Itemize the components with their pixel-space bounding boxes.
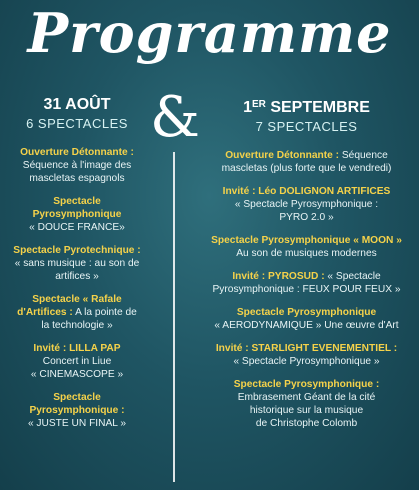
event-desc: « sans musique : au son de	[14, 258, 140, 269]
event-list	[198, 149, 415, 430]
event-item	[198, 270, 415, 296]
event-item	[198, 342, 415, 368]
event-title: Spectacle « Rafale	[32, 294, 122, 305]
show-count: 6 SPECTACLES	[26, 116, 128, 131]
event-desc: « Spectacle Pyrosymphonique :	[234, 199, 379, 210]
ampersand: &	[150, 85, 200, 150]
event-item	[4, 391, 150, 430]
event-desc: Séquence	[339, 150, 388, 161]
show-count: 7 SPECTACLES	[255, 119, 358, 134]
event-item	[4, 244, 150, 283]
event-desc: mascletas espagnols	[29, 173, 125, 184]
event-desc: Embrasement Géant de la cité	[237, 392, 376, 403]
day-ordinal: ER	[251, 99, 266, 110]
day-heading	[198, 96, 415, 117]
day-column-september	[198, 96, 415, 440]
event-title: Spectacle	[53, 196, 101, 207]
event-desc: « DOUCE FRANCE»	[29, 222, 125, 233]
event-desc: « Spectacle Pyrosymphonique »	[233, 356, 380, 367]
event-desc: de Christophe Colomb	[255, 418, 358, 429]
event-title: Invité : LILLA PAP	[33, 343, 121, 354]
event-desc: PYRO 2.0 »	[279, 212, 334, 223]
event-title: Invité : PYROSUD :	[232, 271, 325, 282]
event-desc: « JUSTE UN FINAL »	[27, 418, 127, 429]
event-item	[198, 234, 415, 260]
day-month: SEPTEMBRE	[265, 99, 370, 116]
event-desc: mascletas (plus forte que le vendredi)	[221, 163, 392, 174]
event-item	[4, 146, 150, 185]
event-item	[4, 293, 150, 332]
column-divider	[173, 152, 175, 482]
event-desc: « AERODYNAMIQUE » Une œuvre d'Art	[214, 320, 399, 331]
event-title: Pyrosymphonique	[32, 209, 122, 220]
event-title: Spectacle Pyrosymphonique :	[233, 379, 380, 390]
event-title: Invité : Léo DOLIGNON ARTIFICES	[222, 186, 391, 197]
event-title: Ouverture Détonnante :	[225, 150, 340, 161]
event-item	[198, 378, 415, 430]
event-desc: la technologie »	[41, 320, 113, 331]
event-desc: A la pointe de	[72, 307, 137, 318]
event-item	[4, 342, 150, 381]
event-item	[198, 306, 415, 332]
event-desc: Concert in Liue	[42, 356, 112, 367]
event-title: d'Artifices :	[17, 307, 73, 318]
event-item	[4, 195, 150, 234]
event-title: Spectacle Pyrosymphonique « MOON »	[211, 235, 402, 246]
day-number: 1	[243, 99, 252, 116]
event-title: Spectacle	[53, 392, 101, 403]
page-title: Programme	[27, 1, 392, 65]
day-column-august	[4, 96, 150, 440]
event-desc: historique sur la musique	[249, 405, 364, 416]
event-title: Pyrosymphonique :	[29, 405, 125, 416]
event-desc: Pyrosymphonique : FEUX POUR FEUX »	[212, 284, 401, 295]
event-title: Spectacle Pyrotechnique :	[13, 245, 141, 256]
event-title: Spectacle Pyrosymphonique	[236, 307, 377, 318]
event-item	[198, 185, 415, 224]
day-heading: 31 AOÛT	[43, 96, 111, 113]
event-list	[4, 146, 150, 430]
event-desc: Au son de musiques modernes	[236, 248, 377, 259]
event-item	[198, 149, 415, 175]
event-desc: Séquence à l'image des	[22, 160, 132, 171]
event-desc: « Spectacle	[324, 271, 381, 282]
event-title: Ouverture Détonnante :	[20, 147, 134, 158]
event-desc: « CINEMASCOPE »	[30, 369, 124, 380]
event-desc: artifices »	[55, 271, 99, 282]
event-title: Invité : STARLIGHT EVENEMENTIEL :	[215, 343, 398, 354]
